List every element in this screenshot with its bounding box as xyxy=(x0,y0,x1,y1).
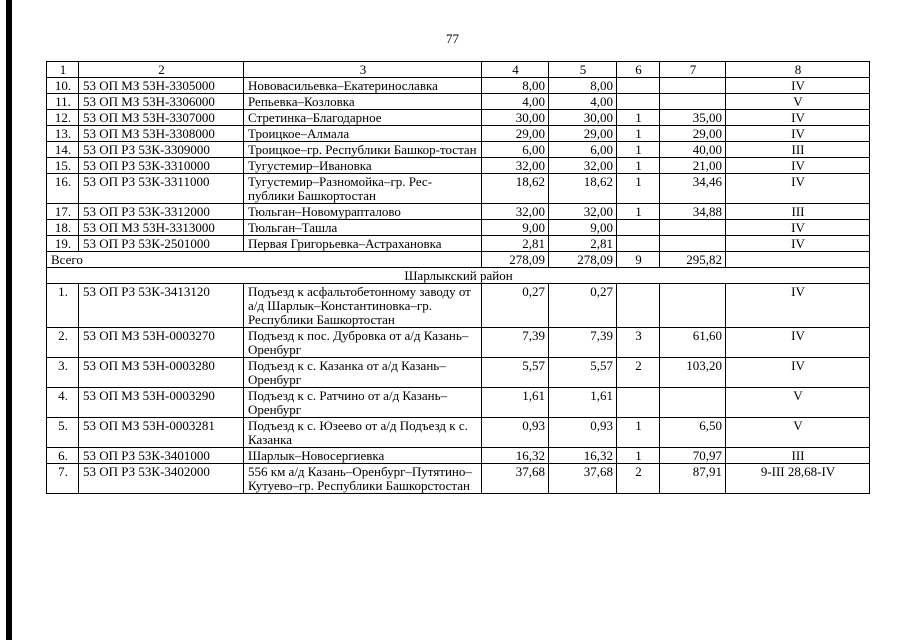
table-row xyxy=(47,328,870,358)
length-paved: 9,00 xyxy=(549,220,617,236)
row-number: 14. xyxy=(47,142,79,158)
road-name: Подъезд к асфальтобетонному заводу от а/д Шарлык–Константиновка–гр. Республики Башкортостан xyxy=(244,284,482,328)
length-paved: 7,39 xyxy=(549,328,617,358)
total-length: 278,09 xyxy=(482,252,549,268)
length-paved: 18,62 xyxy=(549,174,617,204)
bridge-length xyxy=(660,284,726,328)
row-number: 6. xyxy=(47,448,79,464)
bridge-length: 103,20 xyxy=(660,358,726,388)
table-row xyxy=(47,110,870,126)
bridge-count xyxy=(617,78,660,94)
road-category: IV xyxy=(726,78,870,94)
row-number: 2. xyxy=(47,328,79,358)
length-total: 18,62 xyxy=(482,174,549,204)
length-paved: 32,00 xyxy=(549,204,617,220)
bridge-length: 87,91 xyxy=(660,464,726,494)
bridge-count: 1 xyxy=(617,204,660,220)
table-row xyxy=(47,158,870,174)
table-body xyxy=(47,62,870,494)
length-total: 8,00 xyxy=(482,78,549,94)
bridge-length: 40,00 xyxy=(660,142,726,158)
header-cell-8: 8 xyxy=(726,62,870,78)
length-paved: 29,00 xyxy=(549,126,617,142)
table-row xyxy=(47,94,870,110)
section-title: Шарлыкский район xyxy=(47,268,870,284)
length-total: 32,00 xyxy=(482,158,549,174)
road-code: 53 ОП МЗ 53Н-3307000 xyxy=(79,110,244,126)
length-total: 32,00 xyxy=(482,204,549,220)
table-row xyxy=(47,236,870,252)
road-name: 556 км а/д Казань–Оренбург–Путятино–Кутуево–гр. Республики Башкорстостан xyxy=(244,464,482,494)
road-category: IV xyxy=(726,220,870,236)
length-total: 6,00 xyxy=(482,142,549,158)
road-code: 53 ОП РЗ 53К-3402000 xyxy=(79,464,244,494)
length-paved: 32,00 xyxy=(549,158,617,174)
row-number: 15. xyxy=(47,158,79,174)
table-row xyxy=(47,464,870,494)
bridge-length: 34,88 xyxy=(660,204,726,220)
length-total: 4,00 xyxy=(482,94,549,110)
bridge-count: 1 xyxy=(617,174,660,204)
road-category: IV xyxy=(726,110,870,126)
table-row xyxy=(47,418,870,448)
page-number: 77 xyxy=(446,31,459,46)
scan-edge-bar xyxy=(6,0,12,640)
length-paved: 5,57 xyxy=(549,358,617,388)
bridge-count: 2 xyxy=(617,464,660,494)
road-name: Тугустемир–Разномойка–гр. Рес-публики Башкортостан xyxy=(244,174,482,204)
bridge-length: 34,46 xyxy=(660,174,726,204)
table-row xyxy=(47,174,870,204)
road-code: 53 ОП МЗ 53Н-3306000 xyxy=(79,94,244,110)
road-name: Подъезд к с. Юзеево от а/д Подъезд к с. Казанка xyxy=(244,418,482,448)
table-row xyxy=(47,388,870,418)
bridge-count: 1 xyxy=(617,448,660,464)
road-code: 53 ОП РЗ 53К-2501000 xyxy=(79,236,244,252)
table-row xyxy=(47,448,870,464)
bridge-count: 1 xyxy=(617,158,660,174)
bridge-length xyxy=(660,78,726,94)
length-total: 30,00 xyxy=(482,110,549,126)
road-code: 53 ОП РЗ 53К-3311000 xyxy=(79,174,244,204)
bridge-length xyxy=(660,220,726,236)
road-category: IV xyxy=(726,158,870,174)
road-name: Тюльган–Новомурапталово xyxy=(244,204,482,220)
length-paved: 4,00 xyxy=(549,94,617,110)
bridge-length: 70,97 xyxy=(660,448,726,464)
row-number: 3. xyxy=(47,358,79,388)
bridge-length xyxy=(660,388,726,418)
road-category: IV xyxy=(726,328,870,358)
road-category: IV xyxy=(726,236,870,252)
road-code: 53 ОП МЗ 53Н-0003280 xyxy=(79,358,244,388)
bridge-length xyxy=(660,94,726,110)
road-name: Подъезд к пос. Дубровка от а/д Казань–Оренбург xyxy=(244,328,482,358)
bridge-count: 3 xyxy=(617,328,660,358)
header-cell-7: 7 xyxy=(660,62,726,78)
row-number: 18. xyxy=(47,220,79,236)
table-row xyxy=(47,126,870,142)
bridge-count xyxy=(617,94,660,110)
length-total: 2,81 xyxy=(482,236,549,252)
length-total: 1,61 xyxy=(482,388,549,418)
road-name: Тюльган–Ташла xyxy=(244,220,482,236)
table-row xyxy=(47,284,870,328)
table-row xyxy=(47,142,870,158)
length-total: 29,00 xyxy=(482,126,549,142)
bridge-count xyxy=(617,236,660,252)
row-number: 5. xyxy=(47,418,79,448)
bridge-count xyxy=(617,284,660,328)
bridge-count xyxy=(617,220,660,236)
header-cell-6: 6 xyxy=(617,62,660,78)
total-row xyxy=(47,252,870,268)
road-code: 53 ОП МЗ 53Н-3313000 xyxy=(79,220,244,236)
length-paved: 30,00 xyxy=(549,110,617,126)
bridge-length xyxy=(660,236,726,252)
road-category: III xyxy=(726,448,870,464)
total-category xyxy=(726,252,870,268)
road-category: V xyxy=(726,94,870,110)
length-paved: 8,00 xyxy=(549,78,617,94)
bridge-length: 29,00 xyxy=(660,126,726,142)
road-name: Репьевка–Козловка xyxy=(244,94,482,110)
road-category: III xyxy=(726,204,870,220)
road-category: IV xyxy=(726,174,870,204)
header-cell-2: 2 xyxy=(79,62,244,78)
road-code: 53 ОП РЗ 53К-3312000 xyxy=(79,204,244,220)
length-paved: 0,93 xyxy=(549,418,617,448)
header-cell-1: 1 xyxy=(47,62,79,78)
road-category: IV xyxy=(726,358,870,388)
total-bridge-length: 295,82 xyxy=(660,252,726,268)
road-code: 53 ОП МЗ 53Н-3305000 xyxy=(79,78,244,94)
bridge-count xyxy=(617,388,660,418)
length-total: 7,39 xyxy=(482,328,549,358)
road-code: 53 ОП РЗ 53К-3310000 xyxy=(79,158,244,174)
row-number: 11. xyxy=(47,94,79,110)
road-category: V xyxy=(726,388,870,418)
section-row xyxy=(47,268,870,284)
length-paved: 6,00 xyxy=(549,142,617,158)
bridge-count: 2 xyxy=(617,358,660,388)
road-name: Шарлык–Новосергиевка xyxy=(244,448,482,464)
row-number: 4. xyxy=(47,388,79,418)
row-number: 17. xyxy=(47,204,79,220)
table-row xyxy=(47,78,870,94)
row-number: 12. xyxy=(47,110,79,126)
road-name: Подъезд к с. Казанка от а/д Казань–Оренбург xyxy=(244,358,482,388)
row-number: 10. xyxy=(47,78,79,94)
road-name: Подъезд к с. Ратчино от а/д Казань– Оренбург xyxy=(244,388,482,418)
road-name: Нововасильевка–Екатеринославка xyxy=(244,78,482,94)
row-number: 1. xyxy=(47,284,79,328)
roads-table xyxy=(46,61,870,494)
length-paved: 0,27 xyxy=(549,284,617,328)
length-paved: 2,81 xyxy=(549,236,617,252)
road-code: 53 ОП МЗ 53Н-0003281 xyxy=(79,418,244,448)
length-total: 0,27 xyxy=(482,284,549,328)
road-name: Стретинка–Благодарное xyxy=(244,110,482,126)
road-code: 53 ОП МЗ 53Н-0003270 xyxy=(79,328,244,358)
bridge-length: 35,00 xyxy=(660,110,726,126)
length-total: 0,93 xyxy=(482,418,549,448)
table-row xyxy=(47,358,870,388)
header-row xyxy=(47,62,870,78)
bridge-length: 21,00 xyxy=(660,158,726,174)
row-number: 16. xyxy=(47,174,79,204)
bridge-length: 61,60 xyxy=(660,328,726,358)
road-code: 53 ОП МЗ 53Н-3308000 xyxy=(79,126,244,142)
row-number: 19. xyxy=(47,236,79,252)
total-bridges: 9 xyxy=(617,252,660,268)
road-name: Троицкое–гр. Республики Башкор-тостан xyxy=(244,142,482,158)
total-paved: 278,09 xyxy=(549,252,617,268)
road-code: 53 ОП РЗ 53К-3413120 xyxy=(79,284,244,328)
length-total: 16,32 xyxy=(482,448,549,464)
road-category: V xyxy=(726,418,870,448)
length-total: 5,57 xyxy=(482,358,549,388)
total-label: Всего xyxy=(47,252,482,268)
bridge-count: 1 xyxy=(617,126,660,142)
road-code: 53 ОП РЗ 53К-3401000 xyxy=(79,448,244,464)
header-cell-4: 4 xyxy=(482,62,549,78)
road-category: 9-III 28,68-IV xyxy=(726,464,870,494)
row-number: 7. xyxy=(47,464,79,494)
bridge-length: 6,50 xyxy=(660,418,726,448)
bridge-count: 1 xyxy=(617,110,660,126)
road-category: III xyxy=(726,142,870,158)
length-total: 37,68 xyxy=(482,464,549,494)
road-code: 53 ОП РЗ 53К-3309000 xyxy=(79,142,244,158)
header-cell-5: 5 xyxy=(549,62,617,78)
road-category: IV xyxy=(726,126,870,142)
length-total: 9,00 xyxy=(482,220,549,236)
bridge-count: 1 xyxy=(617,418,660,448)
length-paved: 37,68 xyxy=(549,464,617,494)
bridge-count: 1 xyxy=(617,142,660,158)
length-paved: 16,32 xyxy=(549,448,617,464)
header-cell-3: 3 xyxy=(244,62,482,78)
length-paved: 1,61 xyxy=(549,388,617,418)
table-row xyxy=(47,204,870,220)
road-name: Тугустемир–Ивановка xyxy=(244,158,482,174)
road-category: IV xyxy=(726,284,870,328)
road-name: Троицкое–Алмала xyxy=(244,126,482,142)
row-number: 13. xyxy=(47,126,79,142)
road-name: Первая Григорьевка–Астрахановка xyxy=(244,236,482,252)
road-code: 53 ОП МЗ 53Н-0003290 xyxy=(79,388,244,418)
table-row xyxy=(47,220,870,236)
